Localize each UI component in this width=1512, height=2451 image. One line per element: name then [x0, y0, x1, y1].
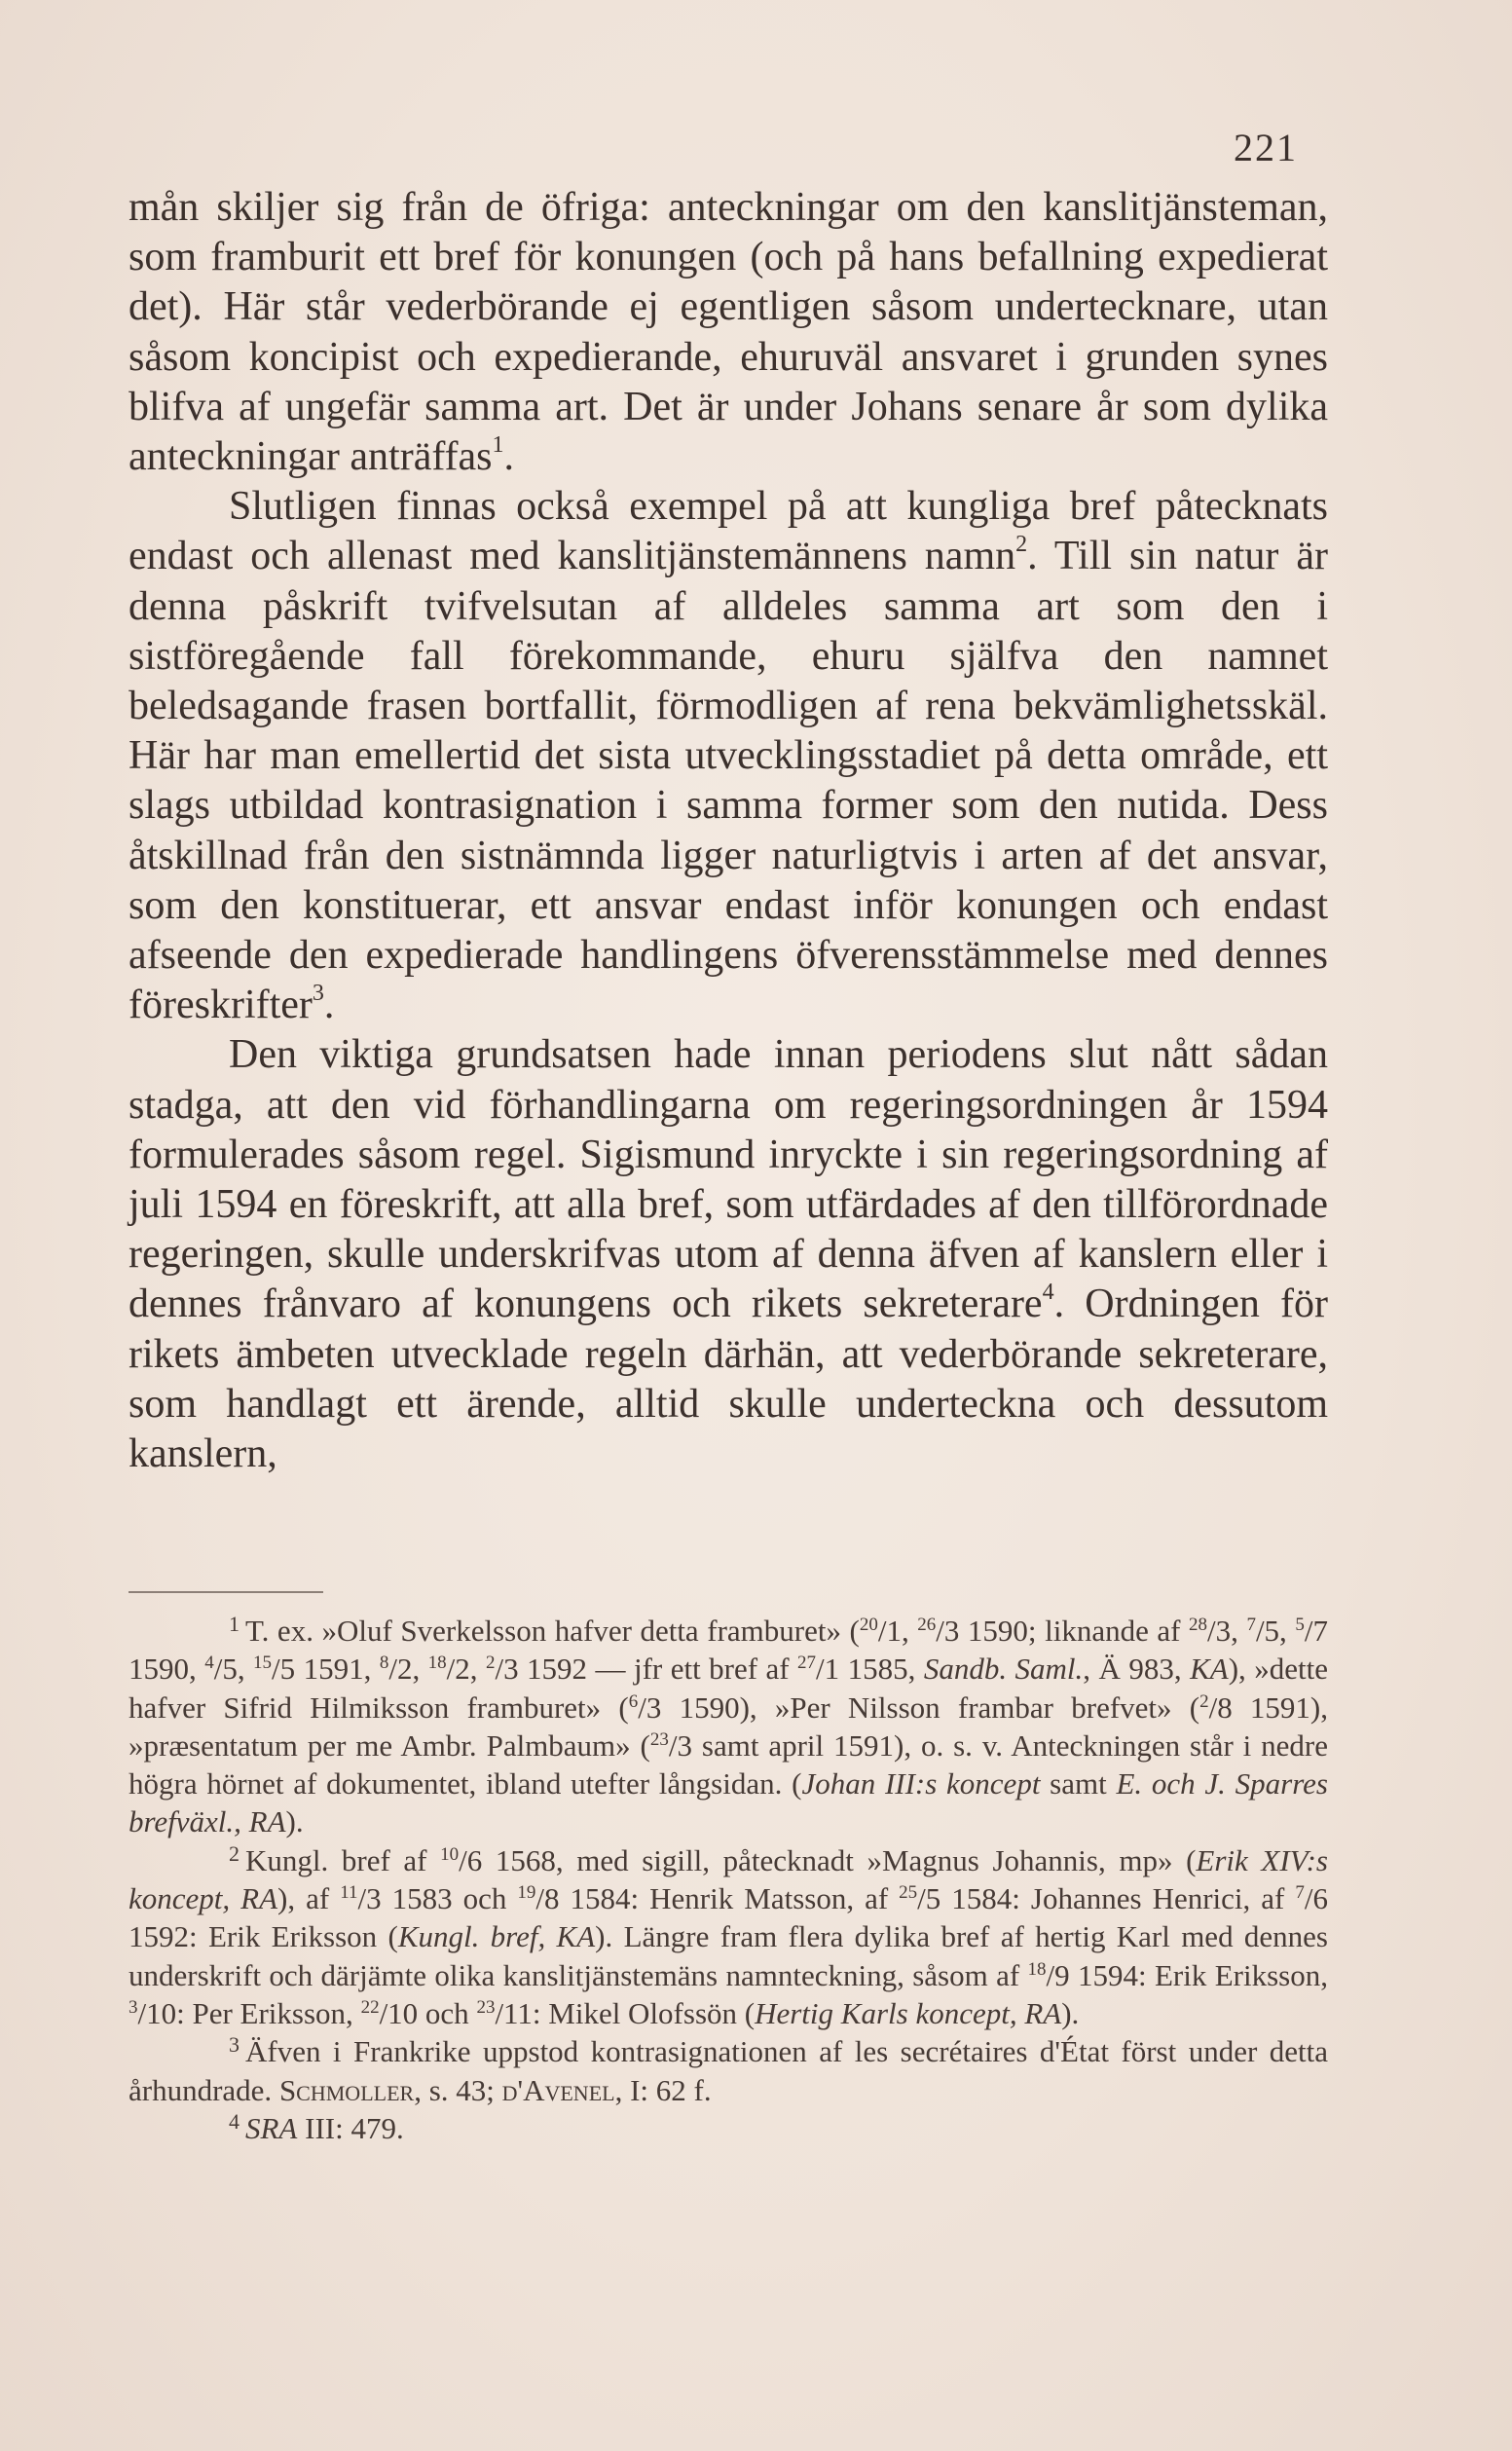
page-number: 221	[1234, 126, 1298, 169]
footnote-text: KA	[1190, 1652, 1229, 1687]
footnote-text: , I: 62 f.	[614, 2072, 712, 2107]
footnote-text: 7	[1295, 1882, 1305, 1904]
footnotes	[129, 1612, 1328, 2147]
footnote-text: Sandb. Saml.	[923, 1652, 1084, 1687]
footnote-text: 8	[379, 1653, 389, 1674]
footnote-text: , Ä 983,	[1083, 1652, 1191, 1687]
footnote-text: 18	[427, 1653, 447, 1674]
footnote-text: ).	[285, 1804, 304, 1839]
footnote-text: 2	[1199, 1690, 1209, 1712]
footnote-number: 3	[229, 2032, 240, 2058]
footnote-text: 28	[1189, 1615, 1208, 1635]
footnote-text: samt	[1040, 1766, 1117, 1801]
footnote-text: 18	[1027, 1958, 1047, 1980]
footnote	[129, 2109, 1328, 2147]
footnote-text: /3 1590; liknande af	[936, 1614, 1190, 1648]
footnote-text: /3,	[1207, 1614, 1247, 1648]
footnote-text: ).	[1061, 1995, 1080, 2030]
footnote-text: Äfven i Frankrike uppstod kontrasignationen af les secrétaires d'État först under detta århundrade.	[129, 2034, 1328, 2107]
footnote-text: /2,	[388, 1652, 428, 1687]
paragraph: Den viktiga grundsatsen hade innan periodens slut nått sådan stadga, att den vid förhandlingarna om regeringsordningen år 1594 formulerades såsom regel. Sigismund inryckte i sin regeringsordning af juli 1594 en föreskrift, att alla bref, som utfärdades af den tillförordnade regeringen, skulle underskrifvas utom af denna äfven af kanslern eller i dennes frånvaro af konungens och rikets sekreterare$^4$. Ordningen för rikets ämbeten utvecklade regeln därhän, att vederbörande sekreterare, som handlagt ett ärende, alltid skulle underteckna och dessutom kanslern,	[129, 1032, 1329, 1477]
footnote-ref[interactable]: 1	[492, 432, 504, 459]
footnote-text: /2,	[446, 1652, 486, 1687]
footnote-text: d'Avenel	[501, 2072, 615, 2107]
footnote-text: Johan III:s koncept	[801, 1766, 1041, 1801]
footnote-text: /6 1568, med sigill, påtecknadt »Magnus Johannis, mp» (	[459, 1842, 1197, 1877]
footnote-text: 15	[253, 1653, 273, 1674]
footnote-text: Erik XIV:s koncept, RA	[129, 1842, 1328, 1916]
footnote-text: 6	[628, 1690, 639, 1712]
footnote-text: /5,	[1255, 1614, 1296, 1648]
footnote-text: , s. 43;	[414, 2072, 502, 2107]
footnote-text: /9 1594: Erik Eriksson,	[1046, 1957, 1328, 1992]
footnote-text: /3 1590), »Per Nilsson frambar brefvet» (	[638, 1690, 1200, 1725]
footnote-text: 11	[340, 1882, 358, 1904]
footnote-text: 19	[517, 1882, 536, 1904]
footnote-text: ), af	[277, 1881, 341, 1916]
footnote-text: Kungl. bref, KA	[397, 1919, 596, 1954]
footnote-number: 1	[229, 1612, 240, 1636]
footnote-text: Schmoller	[278, 2072, 415, 2107]
footnote-text: 2	[485, 1653, 496, 1674]
footnote-text: /5 1591,	[272, 1652, 380, 1687]
footnote-number: 2	[229, 1840, 240, 1866]
footnote-text: E. och J. Sparres brefväxl., RA	[129, 1766, 1328, 1839]
footnote-text: T. ex. »Oluf Sverkelsson hafver detta framburet» (	[245, 1614, 860, 1648]
footnote	[129, 2032, 1328, 2109]
footnote-text: /1 1585,	[816, 1652, 924, 1687]
footnote-text: /1,	[877, 1614, 918, 1648]
footnote-text: /10 och	[379, 1995, 477, 2030]
footnote-text: /8 1584: Henrik Matsson, af	[535, 1881, 900, 1916]
footnote-text: 20	[859, 1615, 878, 1635]
footnote	[129, 1841, 1328, 2032]
footnote-text: 25	[899, 1882, 918, 1904]
footnote-text: 10	[440, 1843, 460, 1865]
footnote-text: /3 1583 och	[357, 1881, 518, 1916]
footnote-text: 7	[1246, 1615, 1256, 1635]
footnote-text: 23	[649, 1728, 669, 1750]
footnote-text: ), »dette hafver Sifrid Hilmiksson framburet» (	[129, 1652, 1328, 1725]
footnote-text: /5,	[213, 1652, 254, 1687]
footnote-text: /8 1591), »præsentatum per me Ambr. Palmbaum» (	[129, 1690, 1328, 1763]
footnote-text: /7 1590,	[129, 1614, 1328, 1687]
footnote-text: 3	[129, 1996, 138, 2018]
footnote-text: SRA	[245, 2110, 298, 2145]
main-text	[129, 183, 1328, 1479]
footnote-text: 23	[476, 1996, 496, 2018]
paragraph: Slutligen finnas också exempel på att kungliga bref påtecknats endast och allenast med kanslitjänstemännens namn$^2$. Till sin natur är denna påskrift tvifvelsutan af alldeles samma art som den i sistföregående fall förekommande, ehuru själfva den namnet beledsagande frasen bortfallit, förmodligen af rena bekvämlighetsskäl. Här har man emellertid det sista utvecklingsstadiet på detta område, ett slags utbildad kontrasignation i samma former som den nutida. Dess åtskillnad från den sistnämnda ligger naturligtvis i arten af det ansvar, som den konstituerar, ett ansvar endast inför konungen och endast afseende den expedierade handlingens öfverensstämmelse med dennes föreskrifter$^3$.	[129, 484, 1328, 1028]
footnote-text: Kungl. bref af	[245, 1842, 441, 1877]
footnote-text: /3 samt april 1591), o. s. v. Anteckningen står i nedre högra hörnet af dokumentet, ibland utefter långsidan. (	[129, 1727, 1328, 1801]
footnote-text: 26	[917, 1615, 937, 1635]
footnote-text: /5 1584: Johannes Henrici, af	[917, 1881, 1296, 1916]
footnote-text: 5	[1295, 1615, 1305, 1635]
footnote-ref[interactable]: 4	[1042, 1280, 1054, 1306]
footnote-text: /3 1592 — jfr ett bref af	[495, 1652, 798, 1687]
footnote-text: /10: Per Eriksson,	[137, 1995, 361, 2030]
paragraph: mån skiljer sig från de öfriga: anteckningar om den kanslitjänsteman, som framburit ett bref för konungen (och på hans befallning expedierat det). Här står vederbörande ej egentligen såsom undertecknare, utan såsom koncipist och expedierande, ehuruväl ansvaret i grunden synes blifva af ungefär samma art. Det är under Johans senare år som dylika anteckningar anträffas$^1$.	[129, 185, 1328, 480]
footnote-text: /11: Mikel Olofssön (	[495, 1995, 756, 2030]
footnote-text: 22	[360, 1996, 380, 2018]
footnote-text: Hertig Karls koncept, RA	[755, 1995, 1062, 2030]
footnote-number: 4	[229, 2108, 240, 2134]
footnote-text: 27	[797, 1653, 817, 1674]
footnote-text: 4	[204, 1653, 214, 1674]
footnote-ref[interactable]: 3	[312, 981, 324, 1007]
footnote-text: ). Längre fram flera dylika bref af hertig Karl med dennes underskrift och därjämte olika kanslitjänstemäns namnteckning, såsom af	[129, 1919, 1328, 1992]
footnote-ref[interactable]: 2	[1015, 532, 1028, 558]
footnote-text: /6 1592: Erik Eriksson (	[129, 1881, 1328, 1954]
footnote-text: III: 479.	[297, 2110, 404, 2145]
footnote	[129, 1612, 1328, 1841]
footnote-divider	[129, 1591, 323, 1593]
